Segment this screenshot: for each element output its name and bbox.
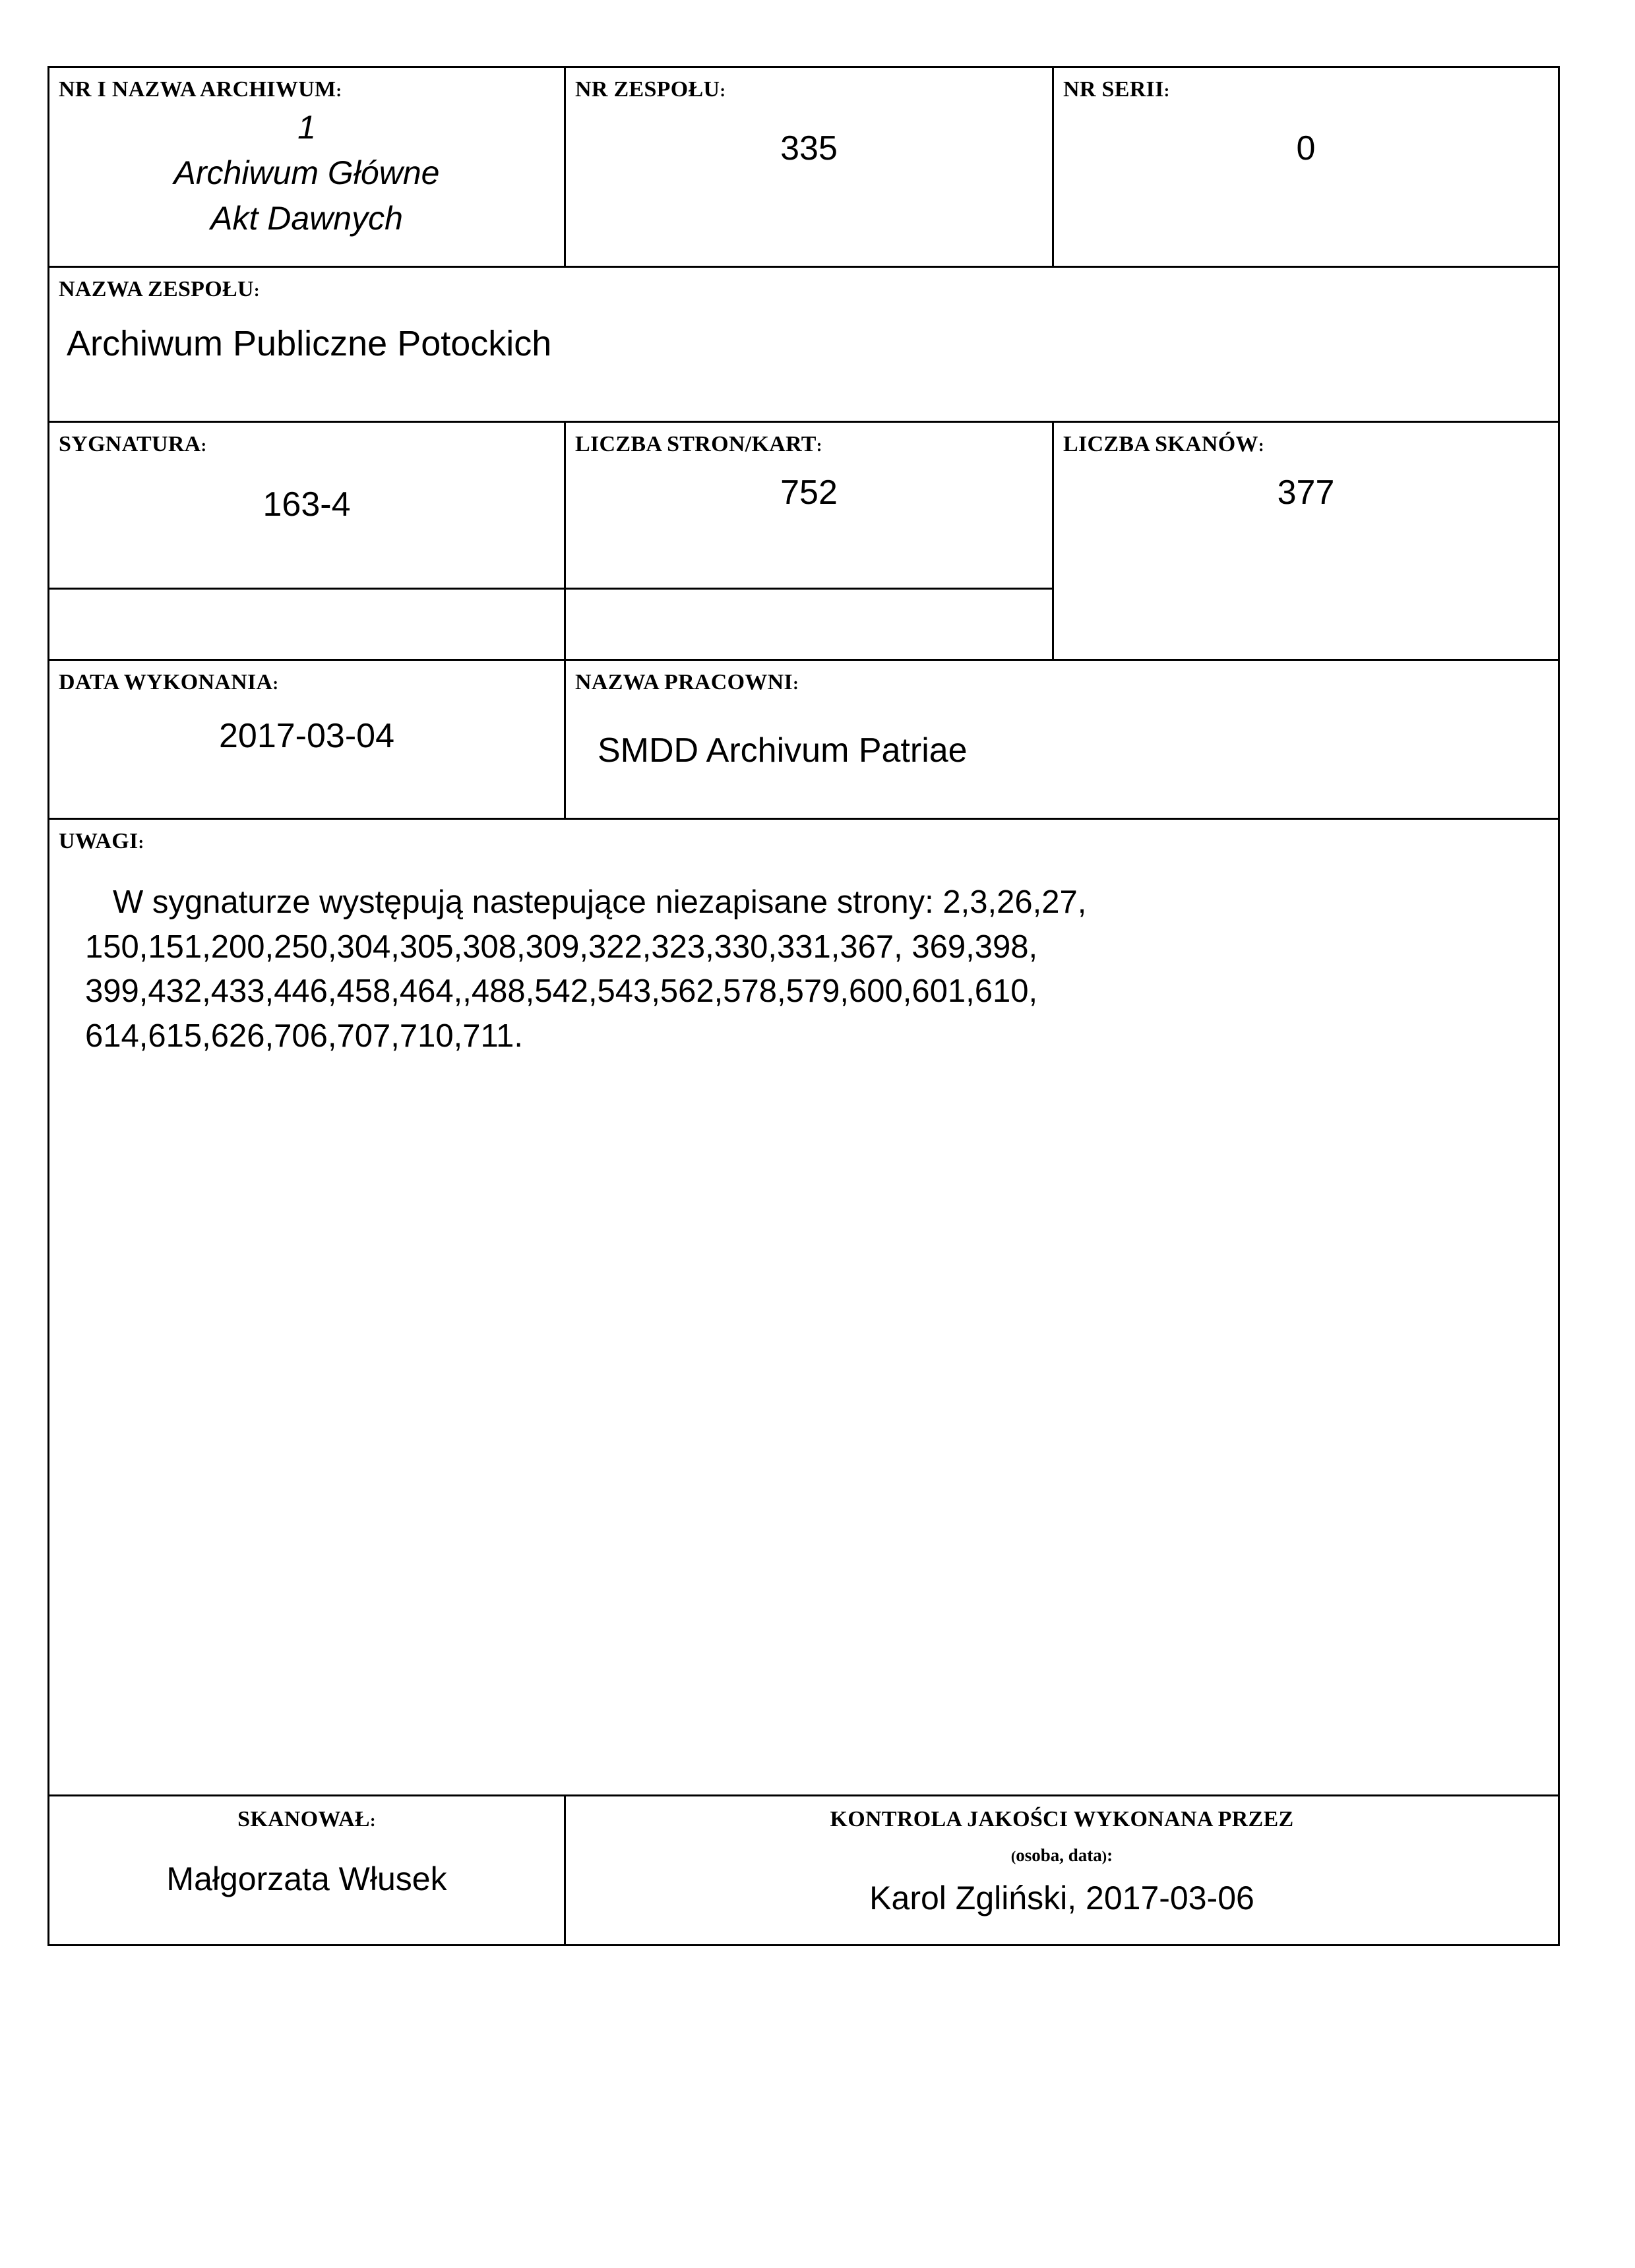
value-archive-name-line1: Archiwum Główne [173, 154, 440, 191]
remarks-line-2: 150,151,200,250,304,305,308,309,322,323,330,331,367, 369,398, [85, 929, 1038, 965]
cell-archive-name [49, 67, 565, 267]
value-series-number: 0 [1296, 129, 1316, 168]
value-scans-count: 377 [1277, 474, 1335, 512]
label-date-done: DATA WYKONANIA: [59, 670, 279, 694]
cell-date-done [49, 660, 565, 819]
archival-metadata-table [47, 66, 1560, 1946]
label-series-number: NR SERII: [1063, 77, 1170, 102]
remarks-line-4: 614,615,626,706,707,710,711. [85, 1018, 523, 1054]
value-scanned-by: Małgorzata Włusek [166, 1860, 447, 1897]
label-archive: NR I NAZWA ARCHIWUM: [59, 77, 342, 102]
value-quality-control: Karol Zgliński, 2017-03-06 [869, 1880, 1254, 1916]
cell-pages-spacer [565, 589, 1053, 660]
remarks-text [49, 853, 1558, 1058]
label-signature: SYGNATURA: [59, 432, 207, 456]
cell-pages-count [565, 422, 1053, 589]
cell-studio-name [565, 660, 1559, 819]
value-studio-name: SMDD Archivum Patriae [598, 731, 968, 770]
cell-series-number [1053, 67, 1559, 267]
label-scanned-by: SKANOWAŁ: [237, 1807, 376, 1831]
cell-scanned-by [49, 1796, 565, 1946]
cell-signature-spacer [49, 589, 565, 660]
value-signature: 163-4 [262, 485, 351, 524]
label-studio-name: NAZWA PRACOWNI: [575, 670, 799, 694]
value-date-done: 2017-03-04 [219, 717, 394, 755]
value-fonds-name: Archiwum Publiczne Potockich [67, 324, 552, 363]
cell-remarks [49, 819, 1559, 1796]
label-quality-control: KONTROLA JAKOŚCI WYKONANA PRZEZ [830, 1807, 1294, 1831]
value-fonds-number: 335 [780, 129, 838, 168]
label-quality-control-sub: (osoba, data): [1010, 1845, 1113, 1865]
table-row-signatures [49, 1796, 1559, 1946]
label-scans-count: LICZBA SKANÓW: [1063, 432, 1264, 456]
cell-fonds-name [49, 267, 1559, 422]
table-row-identification [49, 67, 1559, 267]
remarks-line-3: 399,432,433,446,458,464,,488,542,543,562,578,579,600,601,610, [85, 973, 1038, 1010]
table-row-fonds-name [49, 267, 1559, 422]
table-row-counts [49, 422, 1559, 589]
table-row-remarks [49, 819, 1559, 1796]
label-remarks: UWAGI: [59, 829, 144, 853]
remarks-line-1: W sygnaturze występują nastepujące niezapisane strony: 2,3,26,27, [113, 884, 1087, 920]
label-fonds-number: NR ZESPOŁU: [575, 77, 726, 102]
label-pages-count: LICZBA STRON/KART: [575, 432, 822, 456]
value-archive-number: 1 [297, 109, 316, 146]
value-archive-name-line2: Akt Dawnych [210, 200, 403, 237]
value-pages-count: 752 [780, 474, 838, 512]
label-fonds-name: NAZWA ZESPOŁU: [59, 277, 260, 301]
table-row-execution [49, 660, 1559, 819]
cell-fonds-number [565, 67, 1053, 267]
cell-scans-count [1053, 422, 1559, 660]
cell-quality-control [565, 1796, 1559, 1946]
cell-signature [49, 422, 565, 589]
